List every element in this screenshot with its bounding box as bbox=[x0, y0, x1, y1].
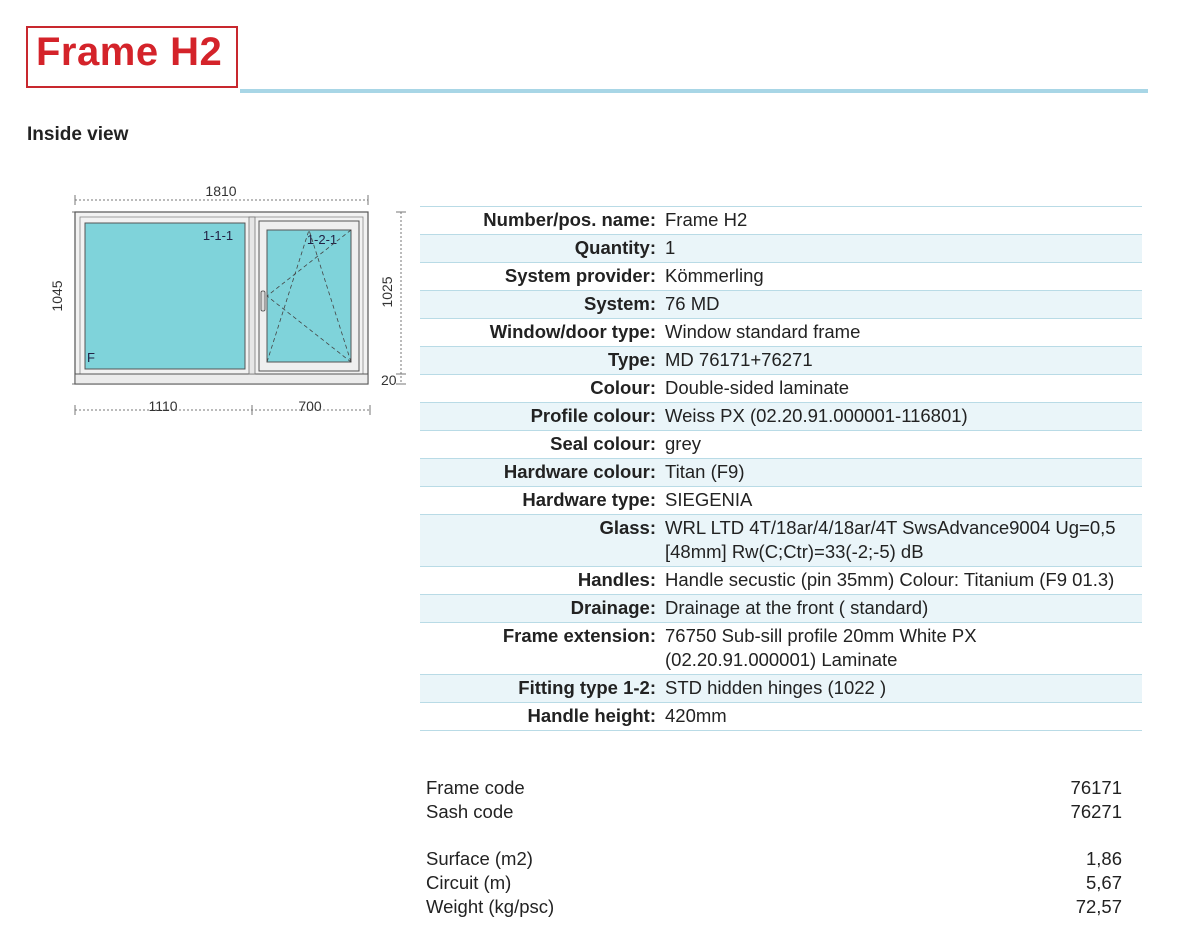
surface-label: Surface (m2) bbox=[426, 848, 533, 869]
spec-label: Colour: bbox=[590, 377, 656, 398]
frame-code-label: Frame code bbox=[426, 777, 525, 798]
fixed-marker: F bbox=[87, 350, 95, 365]
title-rule bbox=[240, 89, 1148, 93]
surface-value: 1,86 bbox=[1085, 848, 1122, 869]
frame-code-row bbox=[426, 776, 1122, 800]
spec-value: Double-sided laminate bbox=[665, 377, 850, 398]
spec-value: 420mm bbox=[665, 705, 727, 726]
table-row bbox=[420, 487, 1142, 515]
weight-label: Weight (kg/psc) bbox=[426, 896, 555, 917]
table-row bbox=[420, 291, 1142, 319]
spec-label: Fitting type 1-2: bbox=[518, 677, 656, 698]
spec-value: Handle secustic (pin 35mm) Colour: Titanium (F9 01.3) bbox=[665, 569, 1115, 590]
table-row bbox=[420, 595, 1142, 623]
spec-label: Glass: bbox=[599, 517, 656, 538]
spec-label: Handles: bbox=[577, 569, 656, 590]
metrics bbox=[426, 847, 1122, 919]
view-heading: Inside view bbox=[27, 124, 129, 145]
dimension-offset-bottom: 20 bbox=[381, 372, 397, 388]
spec-label: System provider: bbox=[504, 265, 656, 286]
spec-value: grey bbox=[665, 433, 701, 454]
spec-label: Frame extension: bbox=[502, 625, 656, 646]
page-title: Frame H2 bbox=[36, 30, 223, 74]
spec-value: Frame H2 bbox=[665, 209, 748, 230]
fixed-pane-glass bbox=[85, 223, 245, 369]
spec-value: Drainage at the front ( standard) bbox=[665, 597, 929, 618]
sub-sill bbox=[75, 374, 368, 384]
spec-label: Profile colour: bbox=[530, 405, 656, 426]
table-row bbox=[420, 207, 1142, 235]
table-row bbox=[420, 623, 1142, 675]
specs-table bbox=[420, 206, 1142, 731]
spec-label: Number/pos. name: bbox=[483, 209, 656, 230]
dimension-width-right: 700 bbox=[298, 398, 322, 414]
spec-value: WRL LTD 4T/18ar/4/18ar/4T SwsAdvance9004 Ug=0,5 [48mm] Rw(C;Ctr)=33(-2;-5) dB bbox=[665, 517, 1116, 562]
surface-row bbox=[426, 847, 1122, 871]
table-row bbox=[420, 703, 1142, 731]
spec-label: Seal colour: bbox=[550, 433, 656, 454]
spec-value: 76 MD bbox=[665, 293, 720, 314]
table-row bbox=[420, 347, 1142, 375]
table-row bbox=[420, 515, 1142, 567]
table-row bbox=[420, 459, 1142, 487]
spec-label: Window/door type: bbox=[489, 321, 656, 342]
dimension-height-right: 1025 bbox=[379, 276, 395, 308]
window-drawing bbox=[40, 178, 410, 428]
spec-value: Titan (F9) bbox=[665, 461, 745, 482]
table-row bbox=[420, 263, 1142, 291]
spec-label: Hardware type: bbox=[522, 489, 656, 510]
sash-code-value: 76271 bbox=[1070, 801, 1122, 822]
table-row bbox=[420, 235, 1142, 263]
spec-label: Type: bbox=[608, 349, 656, 370]
sash-pane-glass bbox=[267, 230, 351, 362]
profile-codes bbox=[426, 776, 1122, 824]
pane-left-label: 1-1-1 bbox=[202, 228, 234, 243]
spec-value: SIEGENIA bbox=[665, 489, 753, 510]
table-row bbox=[420, 431, 1142, 459]
title-box bbox=[26, 26, 238, 88]
circuit-value: 5,67 bbox=[1085, 872, 1122, 893]
circuit-row bbox=[426, 871, 1122, 895]
mullion bbox=[249, 217, 255, 374]
table-row bbox=[420, 567, 1142, 595]
table-row bbox=[420, 319, 1142, 347]
sash-code-row bbox=[426, 800, 1122, 824]
table-row bbox=[420, 403, 1142, 431]
spec-value: Kömmerling bbox=[665, 265, 764, 286]
dimension-height-left: 1045 bbox=[49, 280, 65, 312]
spec-label: System: bbox=[584, 293, 656, 314]
pane-right-label: 1-2-1 bbox=[306, 232, 338, 247]
handle-icon bbox=[261, 291, 265, 311]
frame-code-value: 76171 bbox=[1070, 777, 1122, 798]
dimension-width-left: 1110 bbox=[148, 398, 178, 414]
circuit-label: Circuit (m) bbox=[426, 872, 512, 893]
spec-label: Hardware colour: bbox=[503, 461, 656, 482]
spec-value: Window standard frame bbox=[665, 321, 861, 342]
spec-value: MD 76171+76271 bbox=[665, 349, 813, 370]
spec-value: STD hidden hinges (1022 ) bbox=[665, 677, 887, 698]
table-row bbox=[420, 375, 1142, 403]
weight-value: 72,57 bbox=[1075, 896, 1122, 917]
spec-value: 1 bbox=[665, 237, 676, 258]
table-row bbox=[420, 675, 1142, 703]
spec-label: Drainage: bbox=[570, 597, 656, 618]
weight-row bbox=[426, 895, 1122, 919]
dimension-width-total: 1810 bbox=[205, 183, 237, 199]
sash-code-label: Sash code bbox=[426, 801, 514, 822]
spec-value: Weiss PX (02.20.91.000001-116801) bbox=[665, 405, 968, 426]
spec-value: 76750 Sub-sill profile 20mm White PX (02.20.91.000001) Laminate bbox=[665, 625, 977, 670]
spec-label: Quantity: bbox=[574, 237, 656, 258]
spec-label: Handle height: bbox=[527, 705, 656, 726]
